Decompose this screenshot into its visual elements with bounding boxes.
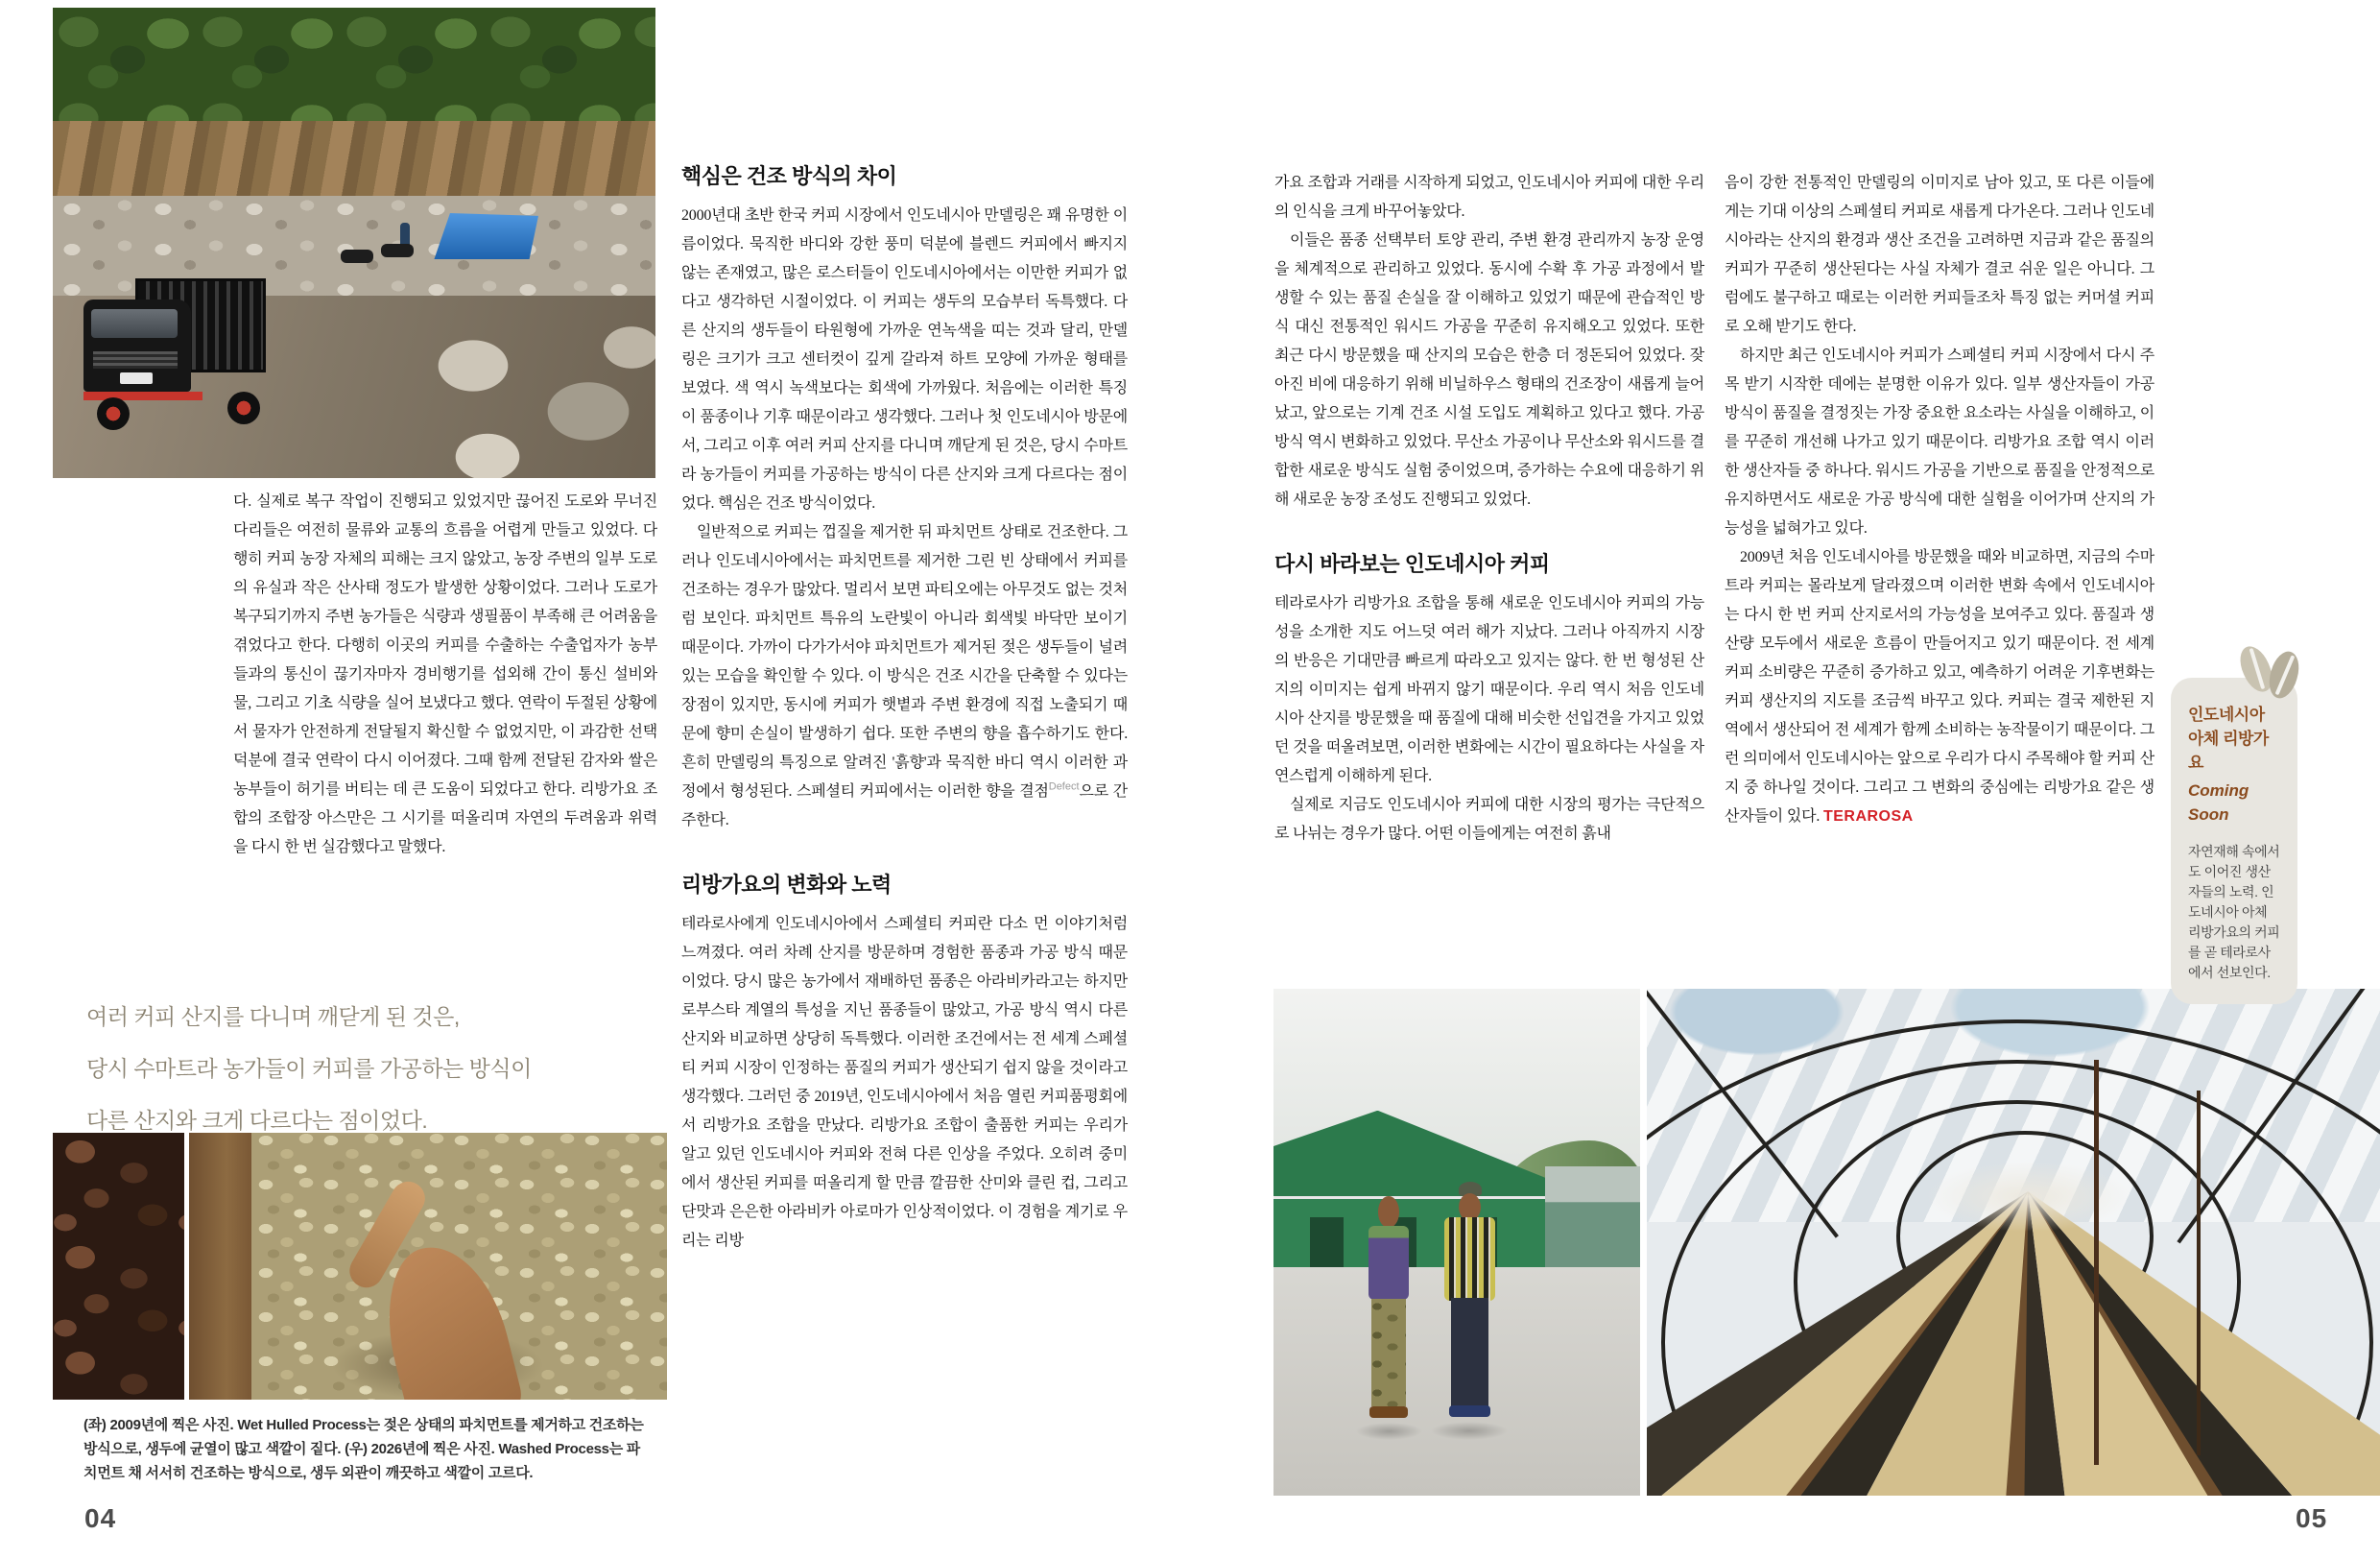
boulders xyxy=(387,311,655,478)
callout-body: 자연재해 속에서도 이어진 생산자들의 노력. 인도네시아 아체 리방가요의 커피를 곧 테라로사에서 선보인다. xyxy=(2188,844,2280,980)
forest-area xyxy=(53,8,655,134)
body-paragraph: 테라로사가 리방가요 조합을 통해 새로운 인도네시아 커피의 가능성을 소개한 지도 어느덧 여러 해가 지났다. 그러나 아직까지 시장의 반응은 기대만큼 빠르게 따라오고 있지는 않다. 한 번 형성된 산지의 이미지는 쉽게 바뀌지 않기 때문이다. 우리 역시 처음 인도네시아 산지를 방문했을 때 품질에 대해 비슷한 선입견을 가지고 있었던 것을 떠올려보면, 이러한 변화에는 시간이 필요하다는 사실을 자연스럽게 이해하게 된다. xyxy=(1274,595,1704,784)
wood-plank xyxy=(189,1133,251,1400)
section-heading-again: 다시 바라보는 인도네시아 커피 xyxy=(1274,552,1550,576)
defect-superscript: Defect xyxy=(1048,780,1080,793)
callout-title: 인도네시아 아체 리방가요 xyxy=(2188,706,2269,772)
coming-soon-label: Coming Soon xyxy=(2188,781,2249,824)
farmer-left xyxy=(1366,1196,1414,1434)
body-paragraph: 하지만 최근 인도네시아 커피가 스페셜티 커피 시장에서 다시 주목 받기 시작한 데에는 분명한 이유가 있다. 일부 생산자들이 가공 방식이 품질을 결정짓는 가장 중요한 요소라는 사실을 이해하고, 이를 꾸준히 개선해 나가고 있기 때문이다. 리방가요 조합 역시 이러한 생산자들 중 하나다. 워시드 가공을 기반으로 품질을 안정적으로 유지하면서도 새로운 가공 방식에 대한 실험을 이어가며 산지의 가능성을 넓혀가고 있다. xyxy=(1725,348,2154,537)
photo-wet-hulled-beans xyxy=(53,1133,184,1400)
farmer-right xyxy=(1442,1182,1497,1435)
gray-shed xyxy=(1545,1166,1640,1270)
column-four xyxy=(1725,169,2154,831)
intro-column xyxy=(233,488,657,862)
body-paragraph xyxy=(681,518,1128,835)
photo-landslide-road xyxy=(53,8,655,478)
body-paragraph: 다. 실제로 복구 작업이 진행되고 있었지만 끊어진 도로와 무너진 다리들은 여전히 물류와 교통의 흐름을 어렵게 만들고 있었다. 다행히 커피 농장 자체의 피해는 크지 않았고, 농장 주변의 일부 도로의 유실과 작은 산사태 정도가 발생한 상황이었다. 그러나 도로가 복구되기까지 주변 농가들은 식량과 생필품이 부족해 큰 어려움을 겪었다고 한다. 다행히 이곳의 커피를 수출하는 수출업자가 농부들과의 통신이 끊기자마자 경비행기를 섭외해 간이 통신 설비와 물, 그리고 기초 식량을 실어 보냈다고 했다. 연락이 두절된 상황에서 물자가 안전하게 전달될지 확신할 수 없었지만, 이 과감한 선택 덕분에 결국 연락이 다시 이어졌다. 그때 함께 전달된 감자와 쌀은 농부들이 허기를 버티는 데 큰 도움이 되었다고 한다. 리방가요 조합의 조합장 아스만은 그 시기를 떠올리며 자연의 두려움과 위력을 다시 한 번 실감했다고 말했다. xyxy=(233,493,657,855)
coming-soon-callout xyxy=(2171,678,2297,1004)
photo-caption: (좌) 2009년에 찍은 사진. Wet Hulled Process는 젖은 상태의 파치먼트를 제거하고 건조하는 방식으로, 생두에 균열이 많고 색깔이 짙다. (우) 2026년에 찍은 사진. Washed Process는 파치먼트 채 서서히 건조하는 방식으로, 생두 외관이 깨끗하고 색깔이 고르다. xyxy=(83,1417,644,1481)
body-paragraph: 음이 강한 전통적인 만델링의 이미지로 남아 있고, 또 다른 이들에게는 기대 이상의 스페셜티 커피로 새롭게 다가온다. 그러나 인도네시아라는 산지의 환경과 생산 조건을 고려하면 지금과 같은 품질의 커피가 꾸준히 생산된다는 사실 자체가 결코 쉬운 일은 아니다. 그럼에도 불구하고 때로는 이러한 커피들조차 특징 없는 커머셜 커피로 오해 받기도 한다. xyxy=(1725,175,2154,335)
section-heading-drying: 핵심은 건조 방식의 차이 xyxy=(681,164,897,188)
support-post xyxy=(2094,1060,2099,1465)
body-paragraph: 이들은 품종 선택부터 토양 관리, 주변 환경 관리까지 농장 운영을 체계적으로 관리하고 있었다. 동시에 수확 후 가공 과정에서 발생할 수 있는 품질 손실을 잘 이해하고 있었기 때문에 관습적인 방식 대신 전통적인 워시드 가공을 꾸준히 유지해오고 있었다. 또한 최근 다시 방문했을 때 산지의 모습은 한층 더 정돈되어 있었다. 잦아진 비에 대응하기 위해 비닐하우스 형태의 건조장이 새롭게 늘어났고, 앞으로는 기계 건조 시설 도입도 계획하고 있다고 했다. 가공 방식 역시 변화하고 있었다. 무산소 가공이나 무산소와 워시드를 결합한 새로운 방식도 실험 중이었으며, 증가하는 수요에 대응하기 위해 새로운 농장 조성도 진행되고 있었다. xyxy=(1274,232,1704,508)
paragraph-text: 으로 간주한다. xyxy=(681,783,1128,828)
page-number-left: 04 xyxy=(84,1503,117,1533)
pull-quote xyxy=(86,991,532,1146)
body-paragraph: 테라로사에게 인도네시아에서 스페셜티 커피란 다소 먼 이야기처럼 느껴졌다. 여러 차례 산지를 방문하며 경험한 품종과 가공 방식 때문이었다. 당시 많은 농가에서 재배하던 품종은 아라비카라고는 하지만 로부스타 계열의 특성을 지닌 품종들이 많았고, 가공 방식 역시 다른 산지와 비교하면 상당히 독특했다. 이러한 조건에서는 전 세계 스페셜티 커피 시장이 인정하는 품질의 커피가 생산되기 쉽지 않을 것이라고 생각했다. 그러던 중 2019년, 인도네시아에서 처음 열린 커피품평회에서 리방가요 조합을 만났다. 리방가요 조합이 출품한 커피는 우리가 알고 있던 인도네시아 커피와 전혀 다른 인상을 주었다. 오히려 중미에서 생산된 커피를 떠올리게 할 만큼 깔끔한 산미와 클린 컵, 그리고 단맛과 은은한 아라비카 아로마가 인상적이었다. 이 경험을 계기로 우리는 리방 xyxy=(681,916,1129,1249)
pull-quote-line: 여러 커피 산지를 다니며 깨닫게 된 것은, xyxy=(86,1004,460,1029)
body-paragraph: 가요 조합과 거래를 시작하게 되었고, 인도네시아 커피에 대한 우리의 인식을 크게 바꾸어놓았다. xyxy=(1274,175,1704,220)
motorcycle xyxy=(341,250,373,263)
photo-greenhouse-drying xyxy=(1647,989,2380,1496)
page-number-right: 05 xyxy=(2296,1503,2328,1533)
column-three xyxy=(1274,169,1704,849)
motorcycle xyxy=(381,244,414,257)
photo-farmers-warehouse xyxy=(1273,989,1640,1496)
brand-logotype: TERAROSA xyxy=(1822,808,1914,825)
paragraph-text: 일반적으로 커피는 껍질을 제거한 뒤 파치먼트 상태로 건조한다. 그러나 인도네시아에서는 파치먼트를 제거한 그린 빈 상태에서 커피를 건조하는 경우가 많았다. 멀리서 보면 파티오에는 아무것도 없는 것처럼 보인다. 파치먼트 특유의 노란빛이 아니라 회색빛 바닥만 보이기 때문이다. 가까이 다가가서야 파치먼트가 제거된 젖은 생두들이 널려 있는 모습을 확인할 수 있다. 이 방식은 건조 시간을 단축할 수 있다는 장점이 있지만, 동시에 커피가 햇볕과 주변 환경에 직접 노출되기 때문에 향미 손실이 발생하기 쉽다. 또한 주변의 향을 흡수하기도 한다. 흔히 만델링의 특징으로 알려진 '흙향'과 묵직한 바디 역시 이러한 과정에서 형성된다. 스페셜티 커피에서는 이러한 향을 결점 xyxy=(681,524,1128,800)
pull-quote-line: 다른 산지와 크게 다르다는 점이었다. xyxy=(86,1108,428,1133)
body-paragraph: 실제로 지금도 인도네시아 커피에 대한 시장의 평가는 극단적으로 나뉘는 경우가 많다. 어떤 이들에게는 여전히 흙내 xyxy=(1274,797,1704,842)
pull-quote-line: 당시 수마트라 농가들이 커피를 가공하는 방식이 xyxy=(86,1056,532,1081)
section-heading-libang: 리방가요의 변화와 노력 xyxy=(681,873,892,897)
body-paragraph xyxy=(1725,543,2154,831)
black-truck xyxy=(83,278,268,430)
support-post xyxy=(2197,1091,2201,1455)
body-paragraph: 2000년대 초반 한국 커피 시장에서 인도네시아 만델링은 꽤 유명한 이름이었다. 묵직한 바디와 강한 풍미 덕분에 블렌드 커피에서 빠지지 않는 존재였고, 많은 로스터들이 인도네시아에서는 이만한 커피가 없다고 생각하던 시절이었다. 이 커피는 생두의 모습부터 독특했다. 다른 산지의 생두들이 타원형에 가까운 연녹색을 띠는 것과 달리, 만델링은 크기가 크고 센터컷이 깊게 갈라져 하트 모양에 가까운 형태를 보였다. 색 역시 녹색보다는 회색에 가까웠다. 처음에는 이러한 특징이 품종이나 기후 때문이라고 생각했다. 그러나 첫 인도네시아 방문에서, 그리고 이후 여러 커피 산지를 다니며 깨닫게 된 것은, 당시 수마트라 농가들이 커피를 가공하는 방식이 다른 산지와 크게 다르다는 점이었다. 핵심은 건조 방식이었다. xyxy=(681,207,1128,512)
photo-washed-beans-hand xyxy=(189,1133,667,1400)
paragraph-text: 2009년 처음 인도네시아를 방문했을 때와 비교하면, 지금의 수마트라 커피는 몰라보게 달라졌으며 이러한 변화 속에서 인도네시아는 다시 한 번 커피 산지로서의 가능성을 보여주고 있다. 품질과 생산량 모두에서 새로운 흐름이 만들어지고 있기 때문이다. 전 세계 커피 소비량은 꾸준히 증가하고 있고, 예측하기 어려운 기후변화는 커피 생산지의 지도를 조금씩 바꾸고 있다. 커피는 결국 제한된 지역에서 생산되어 전 세계가 함께 소비하는 농작물이기 때문이다. 그런 의미에서 인도네시아는 앞으로 우리가 다시 주목해야 할 커피 산지 중 하나일 것이다. 그리고 그 변화의 중심에는 리방가요 같은 생산자들이 있다. xyxy=(1725,549,2154,825)
column-drying xyxy=(681,163,1128,1256)
eroded-cliff xyxy=(53,121,655,205)
